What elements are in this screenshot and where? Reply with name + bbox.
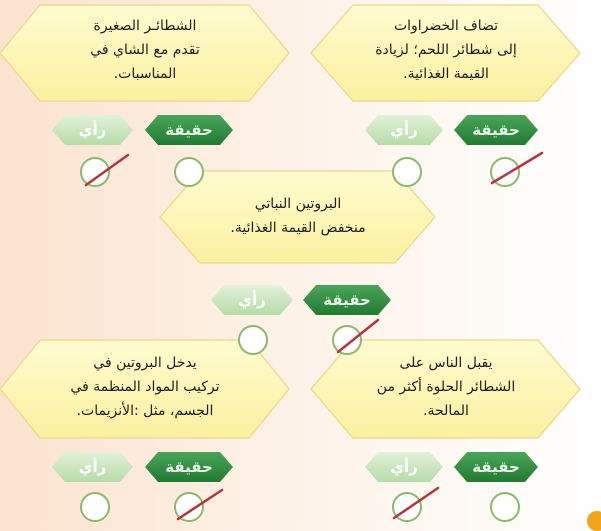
text-line: الشطائـر الصغيرة xyxy=(93,18,197,34)
card-text-top-left xyxy=(20,14,270,86)
opinion-label: رأي xyxy=(390,121,418,139)
text-line: الشطائر الحلوة أكثر من xyxy=(376,379,516,395)
text-line: المناسبات. xyxy=(113,66,177,82)
fact-label: حقيقة xyxy=(165,121,213,139)
fact-label: حقيقة xyxy=(323,291,371,309)
opinion-answer-circle[interactable] xyxy=(393,158,421,186)
fact-label: حقيقة xyxy=(472,458,520,476)
text-line: القيمة الغذائية. xyxy=(403,66,489,82)
text-line: تركيب المواد المنظمة في xyxy=(70,379,220,395)
text-line: الجسم، مثل :الأنزيمات. xyxy=(76,403,214,419)
card-text-middle xyxy=(180,192,416,240)
text-line: المالحة. xyxy=(423,403,469,419)
opinion-answer-circle[interactable] xyxy=(81,493,109,521)
corner-decoration xyxy=(587,511,601,531)
opinion-label: رأي xyxy=(78,121,107,139)
text-line: تقدم مع الشاي في xyxy=(90,42,200,58)
text-line: البروتين النباتي xyxy=(254,196,342,212)
text-line: تضاف الخضراوات xyxy=(393,18,499,34)
opinion-label: رأي xyxy=(390,458,418,476)
fact-answer-circle[interactable] xyxy=(175,158,203,186)
text-line: إلى شطائر اللحم؛ لزيادة xyxy=(375,42,517,58)
text-line: يدخل البروتين في xyxy=(93,355,197,371)
text-line: يقبل الناس على xyxy=(399,355,493,371)
fact-label: حقيقة xyxy=(165,458,213,476)
card-text-bottom-left xyxy=(20,351,270,423)
fact-label: حقيقة xyxy=(472,121,520,139)
text-line: منخفض القيمة الغذائية. xyxy=(230,220,366,236)
opinion-label: رأي xyxy=(238,291,266,309)
card-text-bottom-right xyxy=(330,351,562,423)
card-text-top-right xyxy=(330,14,562,86)
fact-answer-circle[interactable] xyxy=(491,493,519,521)
opinion-answer-circle[interactable] xyxy=(239,326,267,354)
opinion-label: رأي xyxy=(78,458,107,476)
fact-answer-circle[interactable] xyxy=(333,326,361,354)
